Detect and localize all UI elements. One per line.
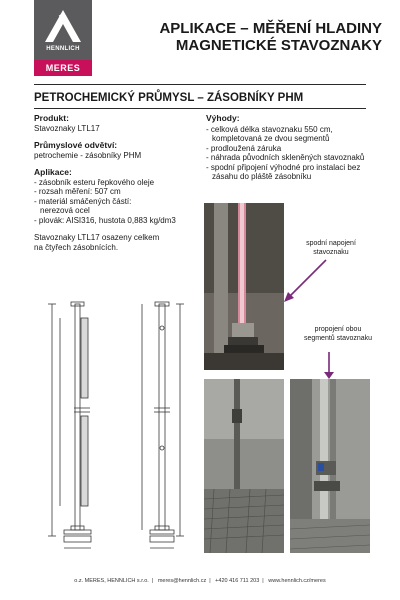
application-item: - plovák: AISI316, hustota 0,883 kg/dm3 xyxy=(34,215,176,225)
industry-label: Průmyslové odvětví: xyxy=(34,140,118,150)
product-value: Stavoznaky LTL17 xyxy=(34,123,100,133)
industry-block xyxy=(34,141,199,160)
divider-top xyxy=(34,84,366,85)
arrow-segments-icon xyxy=(322,350,336,380)
photo-segments-overview xyxy=(204,379,284,553)
product-block xyxy=(34,114,199,133)
right-column xyxy=(206,114,376,182)
note-block xyxy=(34,233,199,252)
application-block xyxy=(34,168,199,225)
caption-bottom-connection xyxy=(296,240,366,257)
advantages-label: Výhody: xyxy=(206,113,240,123)
application-label: Aplikace: xyxy=(34,167,72,177)
advantage-item: - prodloužená záruka xyxy=(206,143,282,153)
application-item: - rozsah měření: 507 cm xyxy=(34,187,121,196)
technical-drawing xyxy=(34,298,200,554)
application-item: - materiál smáčených částí: xyxy=(34,196,132,206)
left-column xyxy=(34,114,199,260)
logo-band: MERES xyxy=(34,60,92,76)
industry-value: petrochemie - zásobníky PHM xyxy=(34,150,142,160)
photo-segments-closeup xyxy=(290,379,370,553)
caption-segments xyxy=(298,326,378,343)
company-logo xyxy=(34,0,92,76)
page-title xyxy=(112,20,382,54)
advantage-item: - náhrada původních skleněných stavoznaků xyxy=(206,153,365,162)
title-line-2: MAGNETICKÉ STAVOZNAKY xyxy=(175,37,382,54)
advantage-item: - celková délka stavoznaku 550 cm, kompletovaná ze dvou segmentů xyxy=(206,124,333,143)
product-label: Produkt: xyxy=(34,113,69,123)
divider-mid xyxy=(34,108,366,109)
advantage-item: - spodní připojení výhodné pro instalaci bez zásahu do pláště zásobníku xyxy=(206,162,361,181)
photo-bottom-connection xyxy=(204,203,284,370)
caption-line: spodní napojení xyxy=(306,240,356,247)
advantages-list xyxy=(206,125,376,182)
footer: o.z. MERES, HENNLICH s.r.o. | meres@hennlich.cz | +420 416 711 203 | www.hennlich.cz/meres xyxy=(74,578,326,584)
footer-email[interactable]: meres@hennlich.cz xyxy=(157,578,207,584)
application-item: nerezová ocel xyxy=(40,206,90,215)
footer-phone: +420 416 711 203 xyxy=(215,578,260,584)
footer-web[interactable]: www.hennlich.cz/meres xyxy=(268,578,326,584)
caption-line: propojení obou xyxy=(314,326,362,333)
application-item: - zásobník esteru řepkového oleje xyxy=(34,177,155,187)
hennlich-logo-icon xyxy=(43,8,83,44)
title-line-1: APLIKACE – MĚŘENÍ HLADINY xyxy=(159,20,382,37)
note-line-2: na čtyřech zásobnících. xyxy=(34,242,119,252)
arrow-bottom-connection-icon xyxy=(280,258,330,306)
section-subtitle: PETROCHEMICKÝ PRŮMYSL – ZÁSOBNÍKY PHM xyxy=(34,92,304,104)
logo-name: HENNLICH xyxy=(46,46,80,52)
caption-line: stavoznaku xyxy=(313,248,349,256)
caption-line: segmentů stavoznaku xyxy=(303,334,373,342)
footer-company: o.z. MERES, HENNLICH s.r.o. xyxy=(74,578,149,584)
note-line-1: Stavoznaky LTL17 osazeny celkem xyxy=(34,233,160,242)
